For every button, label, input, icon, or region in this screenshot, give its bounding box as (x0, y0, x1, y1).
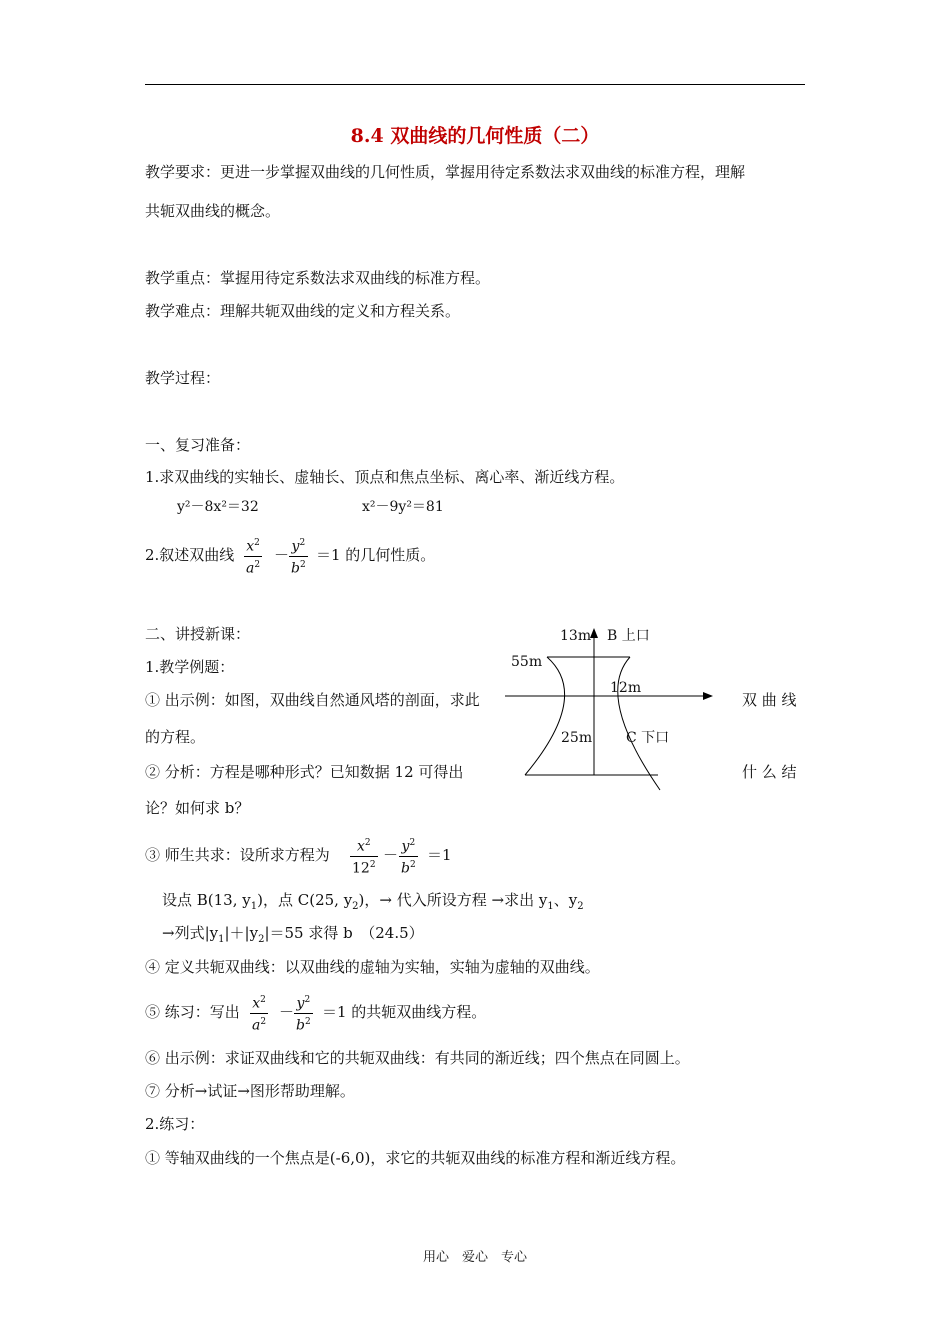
fraction-x2-a2: $\frac{x^2}{a^2}$ (246, 538, 261, 577)
process-heading: 教学过程： (145, 369, 221, 387)
label-C: C 下口 (626, 730, 670, 746)
minus-sign: － (274, 546, 290, 564)
section1-item2-suffix: ＝1 的几何性质。 (316, 546, 436, 564)
joint-solve-prefix: ③ 师生共求：设所求方程为 (145, 846, 330, 864)
difficulty-text: 教学难点：理解共轭双曲线的定义和方程关系。 (145, 302, 461, 320)
fraction-x2-12sq: $\frac{x^2}{12^2}$ (352, 838, 376, 877)
section1-item1: 1.求双曲线的实轴长、虚轴长、顶点和焦点坐标、离心率、渐近线方程。 (145, 468, 625, 486)
cooling-tower-figure (495, 620, 725, 795)
section1-item2-prefix: 2.叙述双曲线 (145, 546, 235, 564)
equation-2: x²－9y²＝81 (362, 499, 444, 515)
section2-sub2: 2.练习： (145, 1115, 205, 1133)
requirements-line-1: 教学要求：更进一步掌握双曲线的几何性质，掌握用待定系数法求双曲线的标准方程，理解 (145, 163, 746, 181)
section2-sub1: 1.教学例题： (145, 658, 235, 676)
focus-text: 教学重点：掌握用待定系数法求双曲线的标准方程。 (145, 269, 491, 287)
example1-line2: 的方程。 (145, 728, 206, 746)
fraction-y2-b2-3: $\frac{y^2}{b^2}$ (296, 995, 311, 1034)
analysis-line1-end: 什 么 结 (742, 763, 797, 781)
right-branch (618, 657, 660, 790)
exercise-prefix: ⑤ 练习：写出 (145, 1003, 240, 1021)
label-B: B 上口 (607, 628, 650, 644)
analysis-2-line: ⑦ 分析→试证→图形帮助理解。 (145, 1082, 355, 1100)
conjugate-definition: ④ 定义共轭双曲线：以双曲线的虚轴为实轴，实轴为虚轴的双曲线。 (145, 958, 600, 976)
fraction-y2-b2: $\frac{y^2}{b^2}$ (291, 538, 306, 577)
fraction-x2-a2-2: $\frac{x^2}{a^2}$ (252, 995, 267, 1034)
practice-1-line: ① 等轴双曲线的一个焦点是(-6,0)，求它的共轭双曲线的标准方程和渐近线方程。 (145, 1149, 686, 1167)
label-13m: 13m (560, 628, 592, 644)
example1-line1-end: 双 曲 线 (742, 691, 797, 709)
y-axis-arrow (590, 628, 598, 638)
section1-heading: 一、复习准备： (145, 436, 251, 454)
page-title: 8.4 双曲线的几何性质（二） (350, 125, 600, 147)
exercise-suffix: ＝1 的共轭双曲线方程。 (322, 1003, 487, 1021)
requirements-line-2: 共轭双曲线的概念。 (145, 202, 281, 220)
page-footer: 用心 爱心 专心 (422, 1250, 527, 1265)
minus-sign-3: － (279, 1003, 295, 1021)
label-55m: 55m (511, 654, 543, 670)
step-2-line: →列式$|y_1|+|y_2|=55$ 求得 b （24.5） (162, 924, 424, 945)
example-2-line: ⑥ 出示例：求证双曲线和它的共轭双曲线：有共同的渐近线；四个焦点在同圆上。 (145, 1049, 690, 1067)
equation-1: y²－8x²＝32 (177, 499, 259, 515)
example1-line1: ① 出示例：如图，双曲线自然通风塔的剖面，求此 (145, 691, 480, 709)
analysis-line1: ② 分析：方程是哪种形式？已知数据 12 可得出 (145, 763, 464, 781)
step-1-line: 设点 B(13, $y_1$)，点 C(25, $y_2$)，→ 代入所设方程 →求出 $y_1$、$y_2$ (162, 891, 584, 912)
fraction-y2-b2-2: $\frac{y^2}{b^2}$ (401, 838, 416, 877)
label-25m: 25m (561, 730, 593, 746)
header-rule (145, 84, 805, 85)
label-12m: 12m (610, 680, 642, 696)
joint-solve-suffix: ＝1 (427, 846, 452, 864)
section2-heading: 二、讲授新课： (145, 625, 251, 643)
x-axis-arrow (703, 692, 713, 700)
left-branch (525, 657, 565, 775)
minus-sign-2: － (383, 846, 399, 864)
analysis-line2: 论？如何求 b？ (145, 799, 250, 817)
